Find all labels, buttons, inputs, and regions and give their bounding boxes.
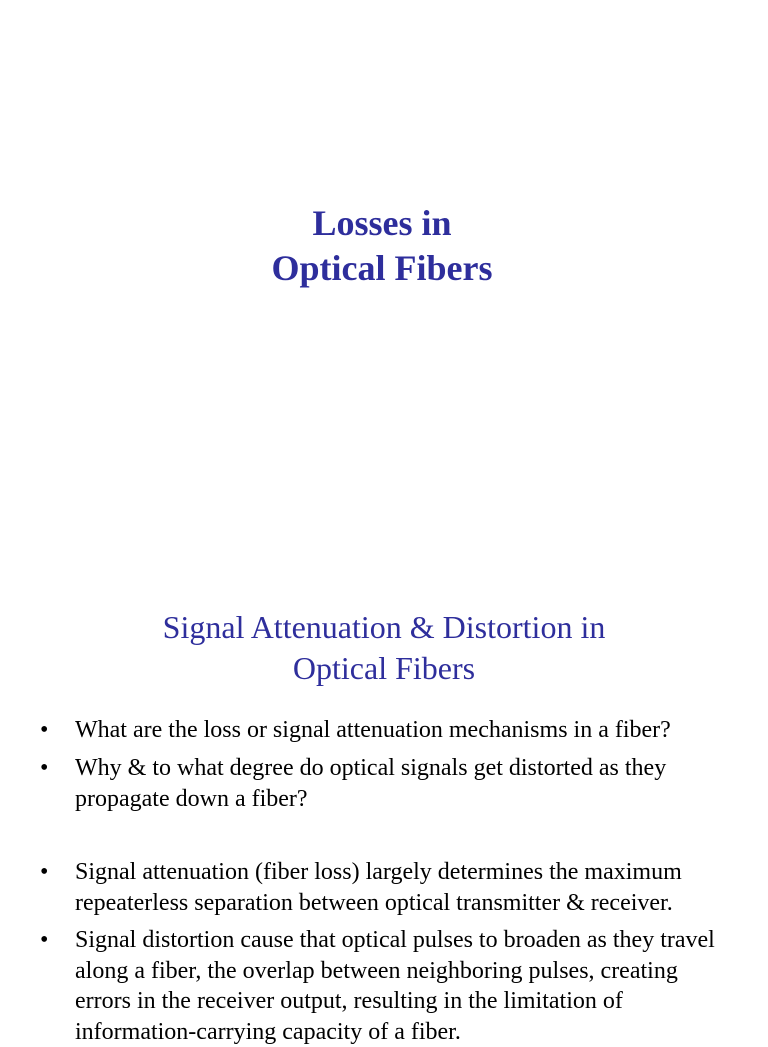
list-item (40, 715, 730, 746)
slide1-title-line2: Optical Fibers (271, 248, 493, 288)
slide2-title-line1: Signal Attenuation & Distortion in (162, 609, 606, 645)
slide1-title-line1: Losses in (312, 203, 452, 243)
list-item (40, 925, 730, 1047)
bullet-text: Why & to what degree do optical signals get distorted as they propagate down a fiber? (75, 755, 667, 812)
bullet-text: What are the loss or signal attenuation mechanisms in a fiber? (75, 717, 671, 743)
slide2-title (0, 607, 768, 689)
slide1-title (0, 201, 764, 291)
list-item (40, 753, 730, 814)
bullet-text: Signal distortion cause that optical pulses to broaden as they travel along a fiber, the overlap between neighboring pulses, creating errors in the receiver output, resulting in the limitation of information-carrying capacity of a fiber. (75, 927, 715, 1045)
bullet-marker: • (40, 859, 49, 885)
bullet-marker: • (40, 755, 49, 781)
list-item (40, 857, 730, 918)
bullet-text: Signal attenuation (fiber loss) largely determines the maximum repeaterless separation between optical transmitter & receiver. (75, 859, 682, 916)
bullet-marker: • (40, 927, 49, 953)
bullet-marker: • (40, 717, 49, 743)
slide2-title-line2: Optical Fibers (292, 650, 476, 686)
